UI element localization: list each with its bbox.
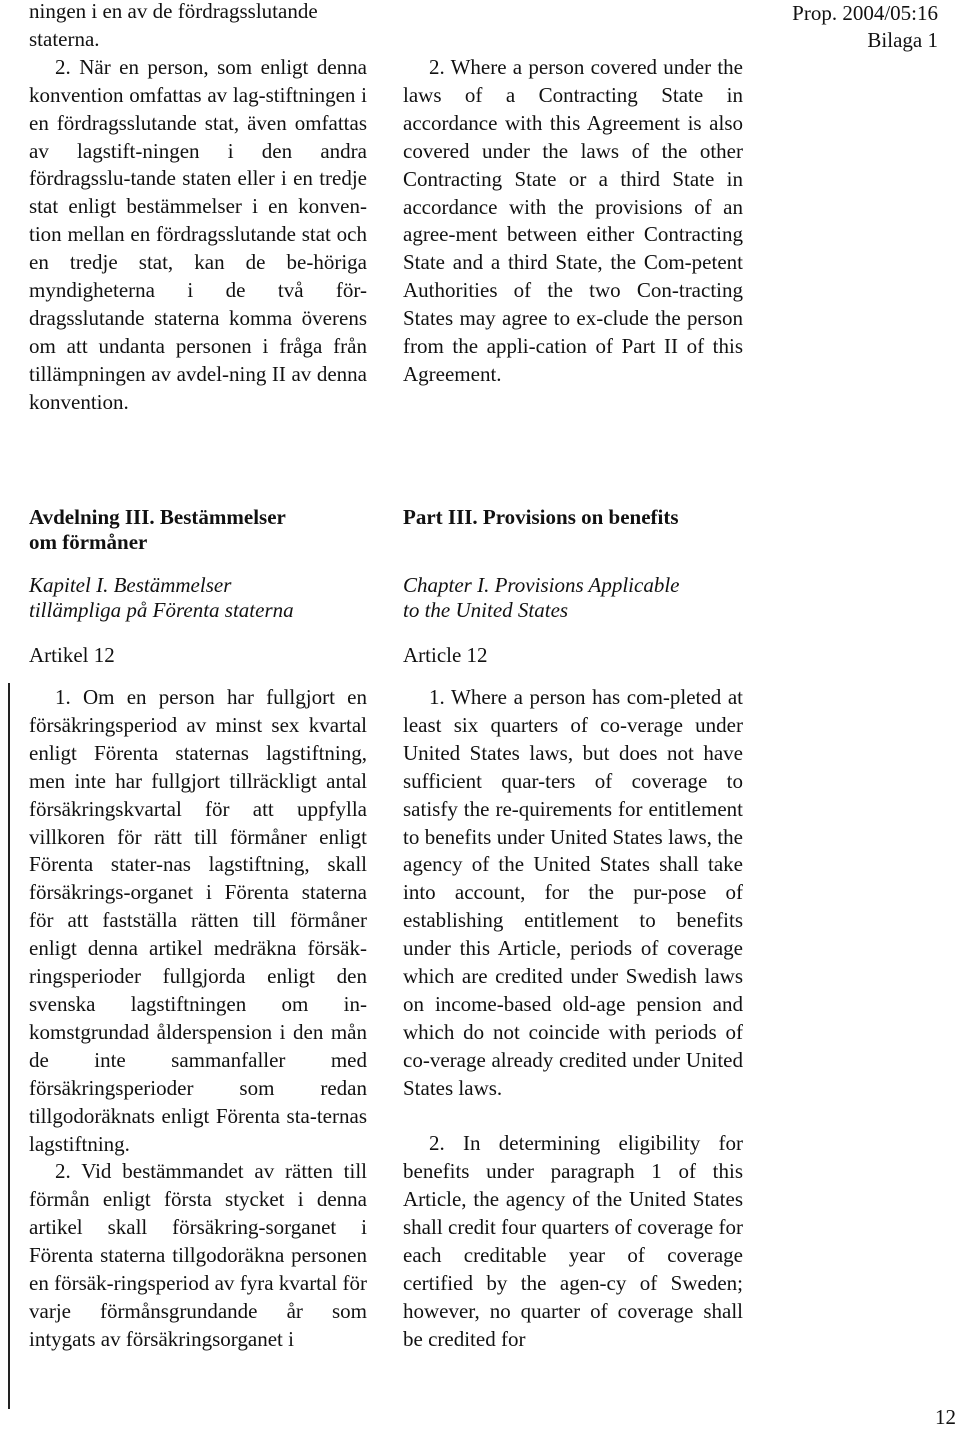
sv-article-heading: Artikel 12 xyxy=(29,643,115,667)
sv-article-paragraph-2: 2. Vid bestämmandet av rätten till förmån enligt första stycket i denna artikel skall försäkring-sorganet i Förenta staterna tillgodoräkna personen en försäk-ringsperiod av fyra kvartal för varje förmånsgrundande år som intygats av försäkringsorganet i xyxy=(29,1159,367,1351)
sv-chapter-heading-line-1: Kapitel I. Bestämmelser xyxy=(29,573,232,597)
sv-cont-line-2: staterna. xyxy=(29,26,100,51)
en-article-paragraph-2: 2. In determining eligibility for benefits under paragraph 1 of this Article, the agency of the United States shall credit four quarters of coverage for each creditable year of coverage certified by the agen-cy of Sweden; however, no quarter of coverage shall be credited for xyxy=(403,1131,743,1351)
en-part-heading-line-1: Part III. Provisions on benefits xyxy=(403,505,679,529)
sv-part-heading-line-2: om förmåner xyxy=(29,530,148,554)
sv-cont-line-1: ningen i en av de fördragsslutande xyxy=(29,0,318,23)
sv-article-body xyxy=(29,684,367,1354)
page-number: 12 xyxy=(935,1405,956,1429)
en-top-paragraph-2: 2. Where a person covered under the laws of a Contracting State in accordance with this Agreement is also covered under the laws of the other Contracting State or a third State in accordance with the provisions of an agree-ment between either Contracting State and a third State, the Com-petent Authorities of the two Con-tracting States may agree to ex-clude the person from the appli-cation of Part II of this Agreement. xyxy=(403,55,743,386)
en-article-paragraph-1: 1. Where a person has com-pleted at least six quarters of co-verage under United States laws, but does not have sufficient quar-ters of coverage to satisfy the re-quirements for entitlement to benefits under United States laws, the agency of the United States shall take into account, for the pur-pose of establishing entitlement to benefits under this Article, periods of coverage which are credited under Swedish laws on income-based old-age pension and which do not coincide with periods of co-verage already credited under United States laws. xyxy=(403,685,743,1100)
sv-part-heading xyxy=(29,505,286,555)
en-chapter-heading xyxy=(403,573,679,623)
sv-part-heading-line-1: Avdelning III. Bestämmelser xyxy=(29,505,286,529)
sv-chapter-heading xyxy=(29,573,294,623)
running-header xyxy=(768,0,938,54)
appendix-label: Bilaga 1 xyxy=(867,28,938,52)
en-article-heading: Article 12 xyxy=(403,643,488,667)
sv-chapter-heading-line-2: tillämpliga på Förenta staterna xyxy=(29,598,294,622)
en-top-continuation xyxy=(403,54,743,389)
sv-article-paragraph-1: 1. Om en person har fullgjort en försäkringsperiod av minst sex kvartal enligt Förenta staternas lagstiftning, men inte har fullgjort tillräckligt antal försäkringskvartal för att uppfylla villkoren för rätt till förmåner enligt Förenta stater-nas lagstiftning, skall försäkrings-organet i Förenta staterna för att fastställa rätten till förmåner enligt denna artikel medräkna försäk-ringsperioder fullgjorda enligt den svenska lagstiftningen om in-komstgrundad ålderspension i den mån de inte sammanfaller med försäkringsperioder som redan tillgodoräknats enligt Förenta sta-ternas lagstiftning. xyxy=(29,685,367,1156)
en-article-body xyxy=(403,684,743,1354)
sv-top-paragraph-2: 2. När en person, som enligt denna konvention omfattas av lag-stiftningen i en fördragsslutande stat, även omfattas av lagstift-ningen i den andra fördragsslu-tande staten eller i en tredje stat enligt bestämmelser i en konven-tion mellan en fördragsslutande stat och en tredje stat, kan de be-höriga myndigheterna i de två för-dragsslutande staterna komma överens om att undanta personen i fråga från tillämpningen av avdel-ning II av denna konvention. xyxy=(29,54,367,414)
revision-margin-bar xyxy=(8,683,10,1409)
en-chapter-heading-line-1: Chapter I. Provisions Applicable xyxy=(403,573,680,597)
en-chapter-heading-line-2: to the United States xyxy=(403,598,569,622)
proposition-number: Prop. 2004/05:16 xyxy=(792,1,938,25)
sv-top-continuation xyxy=(29,0,367,417)
en-part-heading xyxy=(403,505,679,530)
